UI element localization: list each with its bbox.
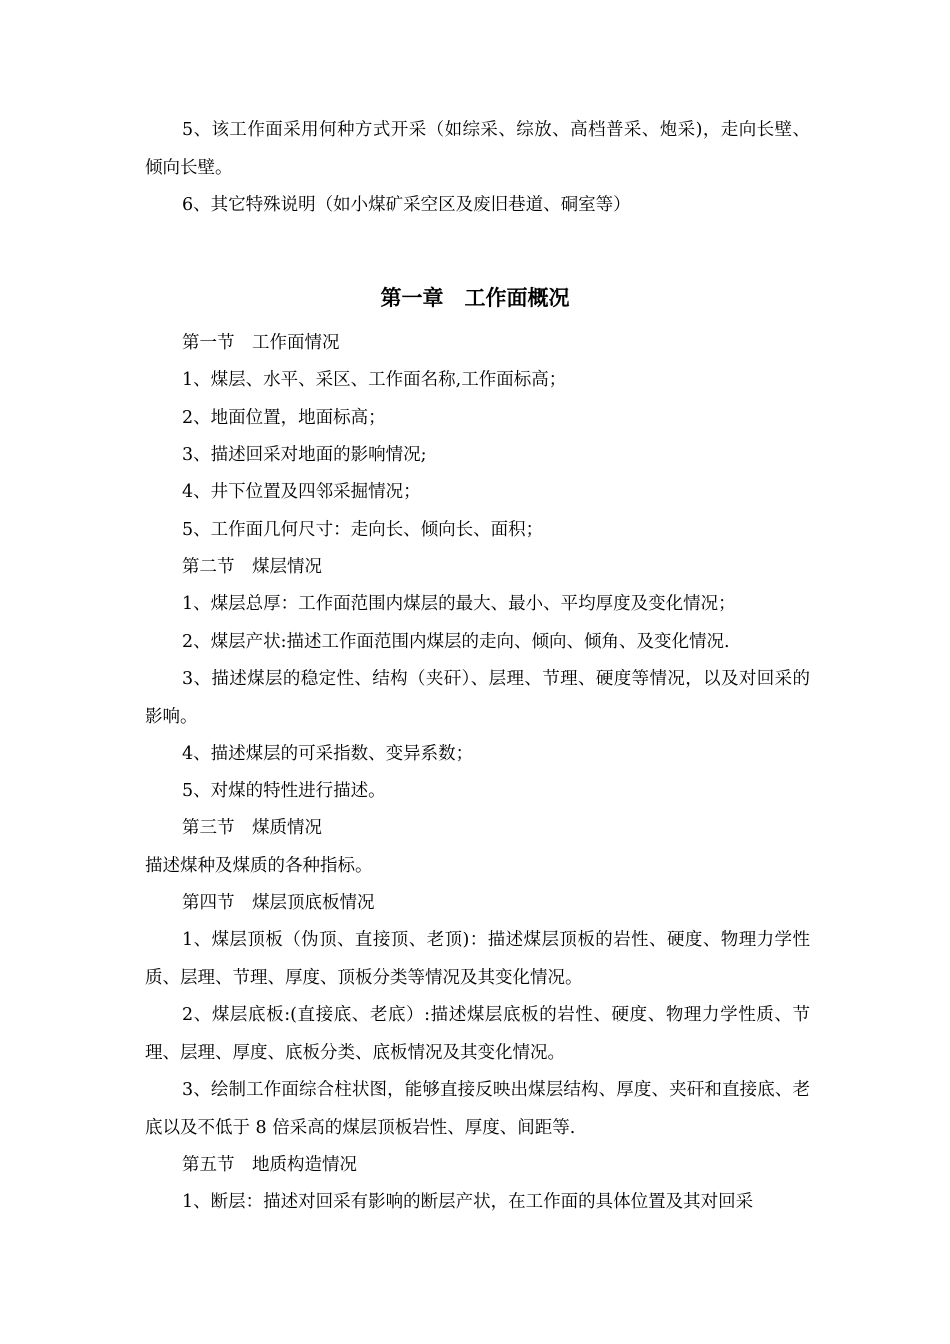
list-item: 1、煤层顶板（伪顶、直接顶、老顶)：描述煤层顶板的岩性、硬度、物理力学性质、层理、节理、厚度、顶板分类等情况及其变化情况。 <box>145 930 810 988</box>
list-item: 3、描述回采对地面的影响情况; <box>182 445 427 465</box>
list-item: 4、井下位置及四邻采掘情况； <box>182 482 421 502</box>
list-item: 2、煤层产状:描述工作面范围内煤层的走向、倾向、倾角、及变化情况. <box>182 632 730 652</box>
section-heading: 第一节 工作面情况 <box>182 333 340 353</box>
list-item: 3、绘制工作面综合柱状图，能够直接反映出煤层结构、厚度、夹矸和直接底、老底以及不低于 8 倍采高的煤层顶板岩性、厚度、间距等. <box>145 1080 810 1138</box>
list-item: 1、煤层、水平、采区、工作面名称,工作面标高； <box>182 370 567 390</box>
intro-item-5: 5、该工作面采用何种方式开采（如综采、综放、高档普采、炮采)，走向长壁、倾向长壁。 <box>145 120 810 178</box>
section-heading: 第四节 煤层顶底板情况 <box>182 893 375 913</box>
intro-item-6: 6、其它特殊说明（如小煤矿采空区及废旧巷道、硐室等） <box>182 195 631 215</box>
list-item: 2、地面位置，地面标高； <box>182 408 386 428</box>
list-item: 4、描述煤层的可采指数、变异系数； <box>182 744 474 764</box>
list-item: 2、煤层底板:(直接底、老底）:描述煤层底板的岩性、硬度、物理力学性质、节理、层理、厚度、底板分类、底板情况及其变化情况。 <box>145 1005 810 1063</box>
section-heading: 第三节 煤质情况 <box>182 818 322 838</box>
list-item: 5、工作面几何尺寸：走向长、倾向长、面积； <box>182 520 544 540</box>
section-heading: 第五节 地质构造情况 <box>182 1155 357 1175</box>
list-item: 描述煤种及煤质的各种指标。 <box>145 856 373 876</box>
list-item: 5、对煤的特性进行描述。 <box>182 781 386 801</box>
chapter-title: 第一章 工作面概况 <box>380 286 570 310</box>
list-item: 1、断层：描述对回采有影响的断层产状，在工作面的具体位置及其对回采 <box>182 1192 754 1212</box>
list-item: 3、描述煤层的稳定性、结构（夹矸）、层理、节理、硬度等情况，以及对回采的影响。 <box>145 669 810 727</box>
list-item: 1、煤层总厚：工作面范围内煤层的最大、最小、平均厚度及变化情况； <box>182 594 736 614</box>
section-heading: 第二节 煤层情况 <box>182 557 322 577</box>
